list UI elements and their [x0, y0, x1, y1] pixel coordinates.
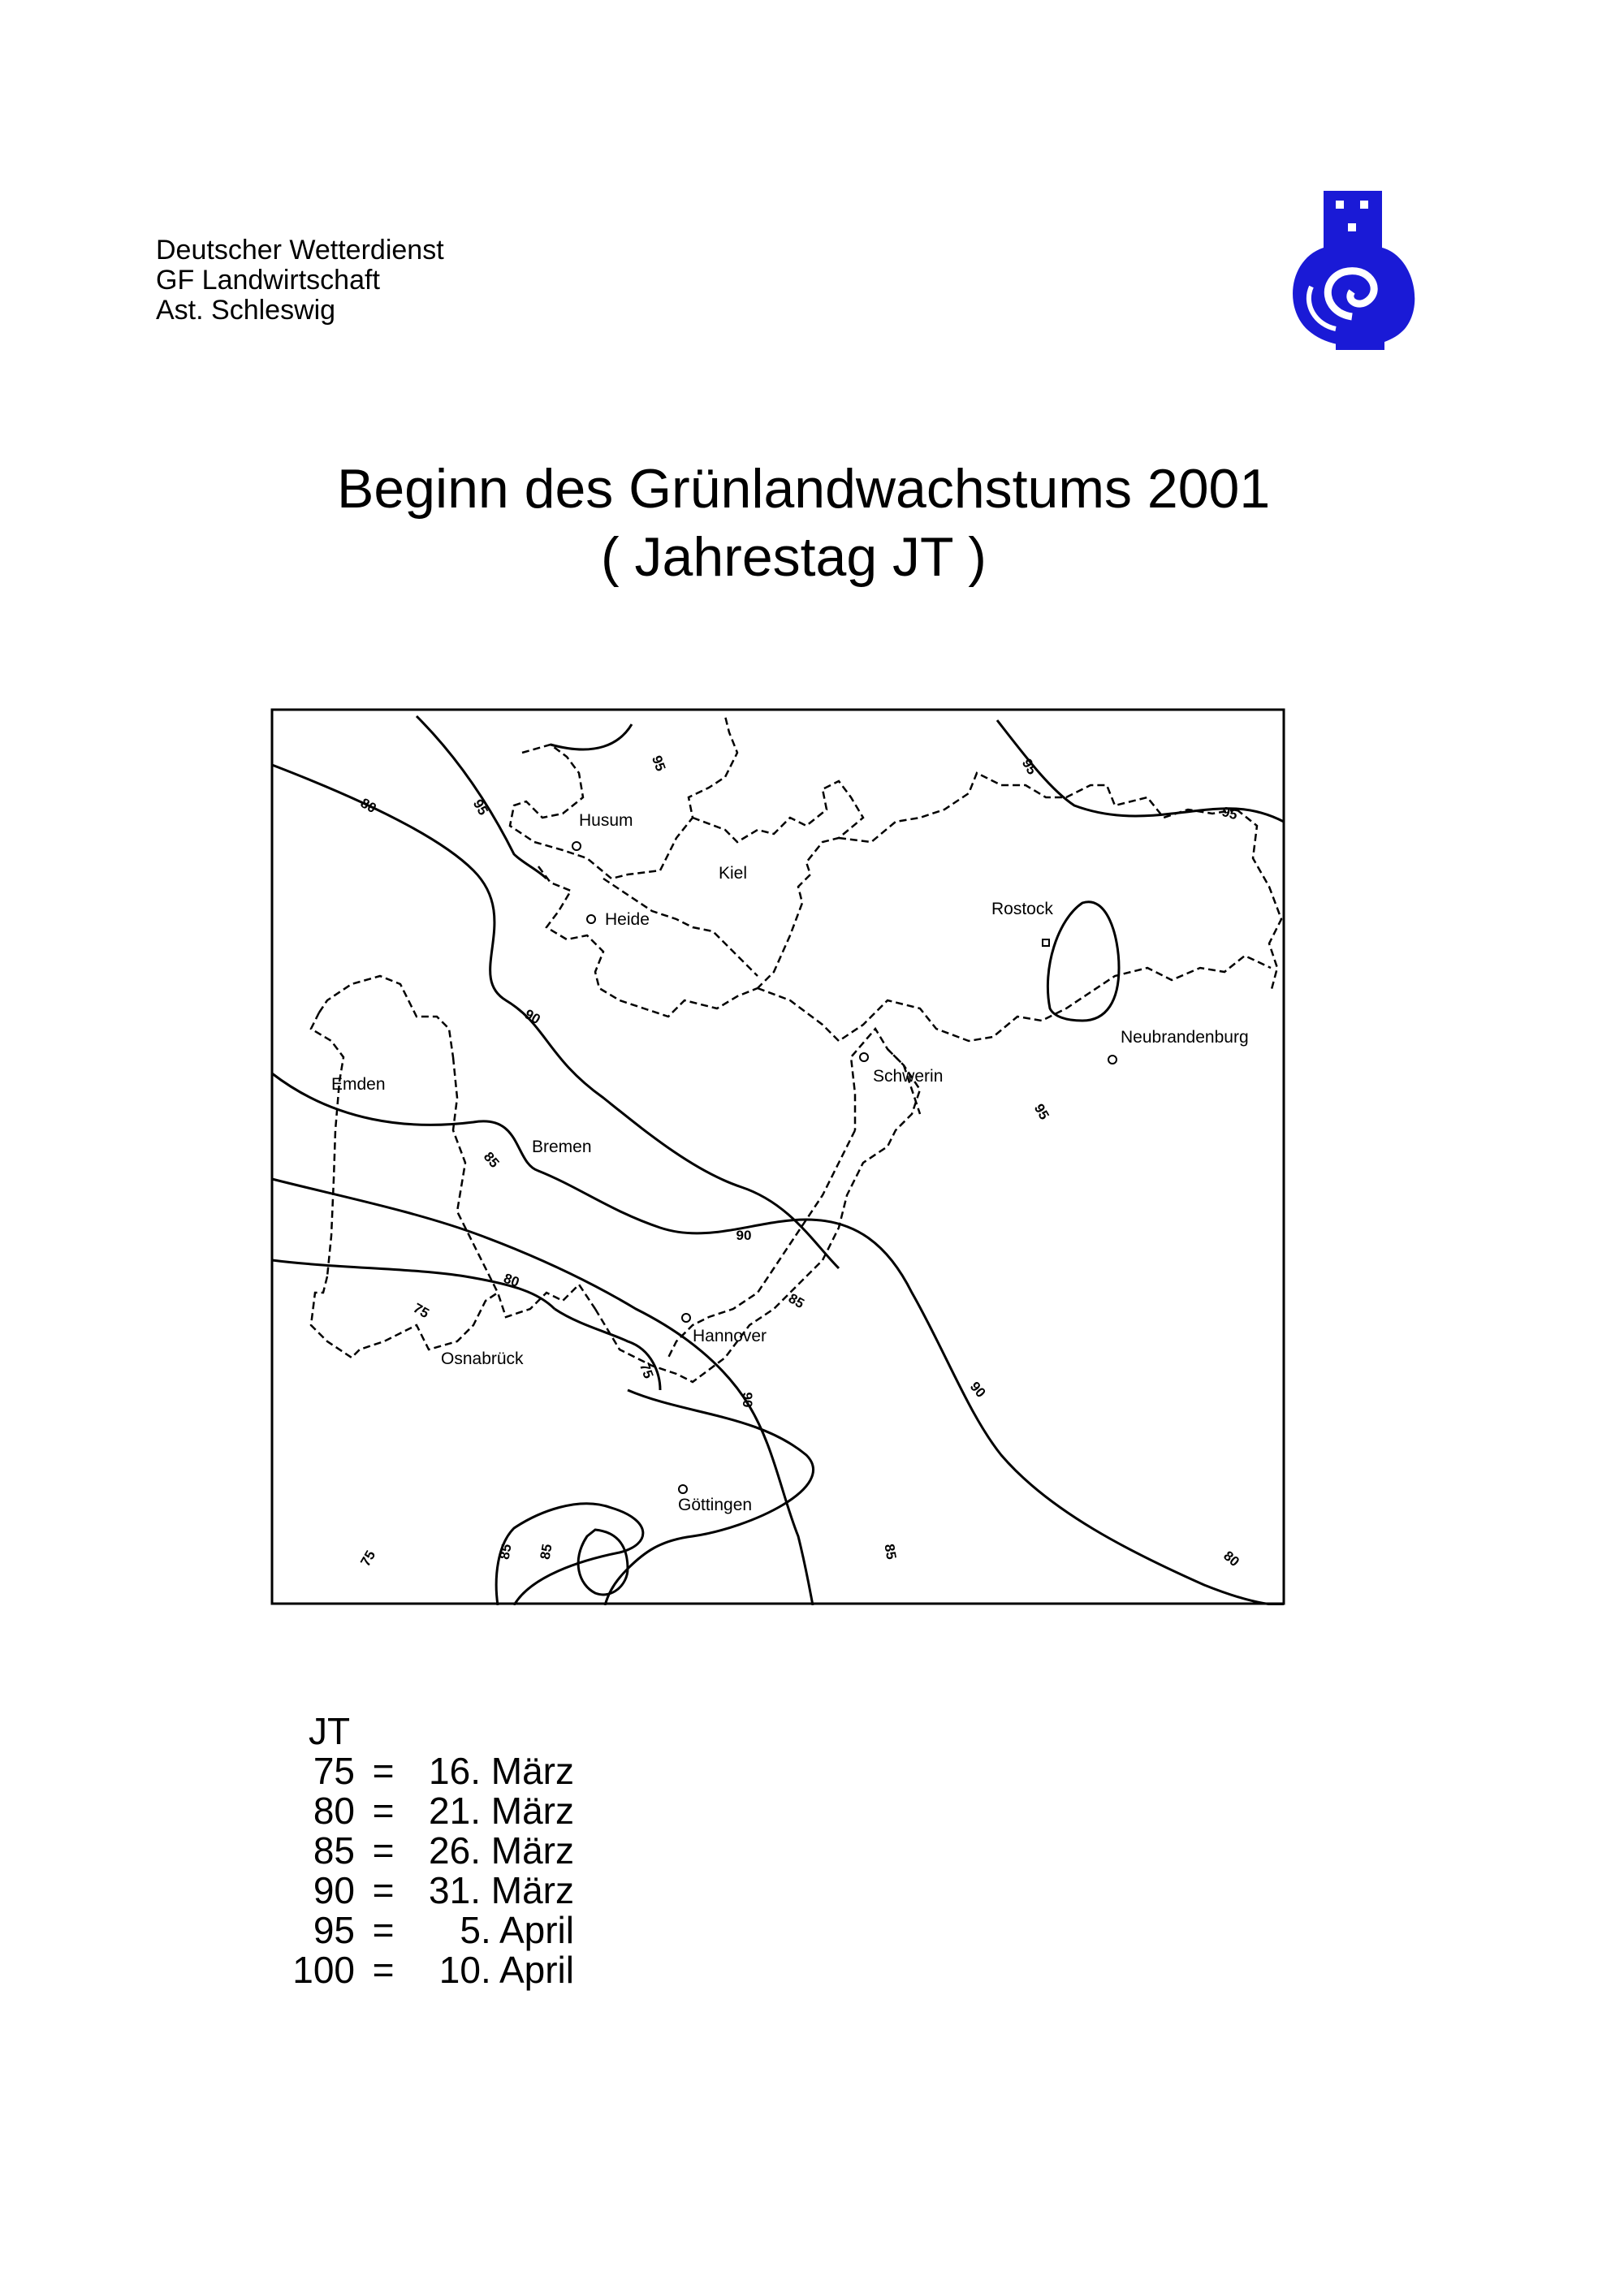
legend-jt: 100: [292, 1949, 355, 1991]
city-label-heide: Heide: [605, 910, 650, 929]
isoline-label: 75: [357, 1548, 379, 1570]
legend-date: 5. April: [460, 1909, 574, 1951]
legend-date: 21. März: [429, 1790, 574, 1832]
isoline-label: 90: [966, 1379, 989, 1401]
isoline-label: 95: [1220, 804, 1240, 823]
city-label-bremen: Bremen: [532, 1138, 592, 1156]
legend-equals: =: [372, 1790, 395, 1832]
legend-jt: 75: [313, 1750, 355, 1792]
isoline-label: 95: [1018, 756, 1040, 778]
isoline-label: 80: [501, 1270, 522, 1290]
header-line-3: Ast. Schleswig: [156, 295, 336, 326]
legend-date: 31. März: [429, 1869, 574, 1911]
legend-jt: 80: [313, 1790, 355, 1832]
city-label-neubrandenburg: Neubrandenburg: [1121, 1028, 1249, 1047]
isoline-label: 90: [740, 1392, 755, 1408]
legend: [288, 1712, 574, 1990]
institution-header: [156, 235, 444, 326]
isoline-label: 85: [881, 1543, 900, 1561]
city-label-rostock: Rostock: [991, 900, 1053, 918]
isoline-label: 85: [785, 1290, 807, 1312]
city-osnabrueck: [441, 1349, 524, 1368]
city-emden: [331, 1075, 386, 1094]
isoline-label: 80: [1220, 1548, 1242, 1570]
isoline-label: 75: [410, 1300, 432, 1322]
dwd-logo-icon: [1279, 191, 1425, 353]
isoline-label: 85: [537, 1543, 555, 1561]
header-line-2: GF Landwirtschaft: [156, 265, 380, 296]
legend-equals: =: [372, 1949, 395, 1991]
legend-row: [288, 1831, 574, 1871]
legend-row: [288, 1791, 574, 1831]
city-label-emden: Emden: [331, 1075, 386, 1094]
city-bremen: [532, 1138, 592, 1156]
isoline-map: [270, 708, 1285, 1605]
city-label-kiel: Kiel: [719, 864, 748, 883]
legend-equals: =: [372, 1829, 395, 1872]
legend-equals: =: [372, 1909, 395, 1951]
map-frame: [272, 710, 1284, 1604]
legend-equals: =: [372, 1869, 395, 1911]
city-label-goettingen: Göttingen: [678, 1496, 753, 1514]
isoline-label: 95: [649, 753, 669, 774]
legend-date: 26. März: [429, 1829, 574, 1872]
city-label-osnabrueck: Osnabrück: [441, 1349, 524, 1368]
isoline-label: 90: [521, 1006, 543, 1028]
legend-date: 10. April: [438, 1949, 574, 1991]
isoline-label: 90: [736, 1228, 752, 1243]
title-line-2: ( Jahrestag JT ): [601, 526, 987, 588]
city-kiel: [719, 864, 747, 883]
isoline-label: 85: [480, 1149, 503, 1171]
city-label-hannover: Hannover: [693, 1327, 767, 1345]
isoline-label: 85: [496, 1543, 515, 1561]
legend-jt: 90: [313, 1869, 355, 1911]
isoline-label: 80: [357, 795, 379, 817]
legend-equals: =: [372, 1750, 395, 1792]
legend-row: [288, 1950, 574, 1990]
isoline-label: 75: [637, 1360, 657, 1381]
city-label-husum: Husum: [579, 811, 633, 830]
isoline-label: 95: [469, 797, 491, 818]
legend-date: 16. März: [429, 1750, 574, 1792]
legend-jt: 85: [313, 1829, 355, 1872]
legend-row: [288, 1871, 574, 1911]
legend-header: JT: [309, 1710, 351, 1752]
city-label-schwerin: Schwerin: [873, 1067, 944, 1086]
legend-row: [288, 1911, 574, 1950]
legend-jt: 95: [313, 1909, 355, 1951]
header-line-1: Deutscher Wetterdienst: [156, 235, 444, 266]
legend-row: [288, 1751, 574, 1791]
isoline-label: 95: [1030, 1101, 1052, 1123]
title-line-1: Beginn des Grünlandwachstums 2001: [337, 458, 1271, 520]
